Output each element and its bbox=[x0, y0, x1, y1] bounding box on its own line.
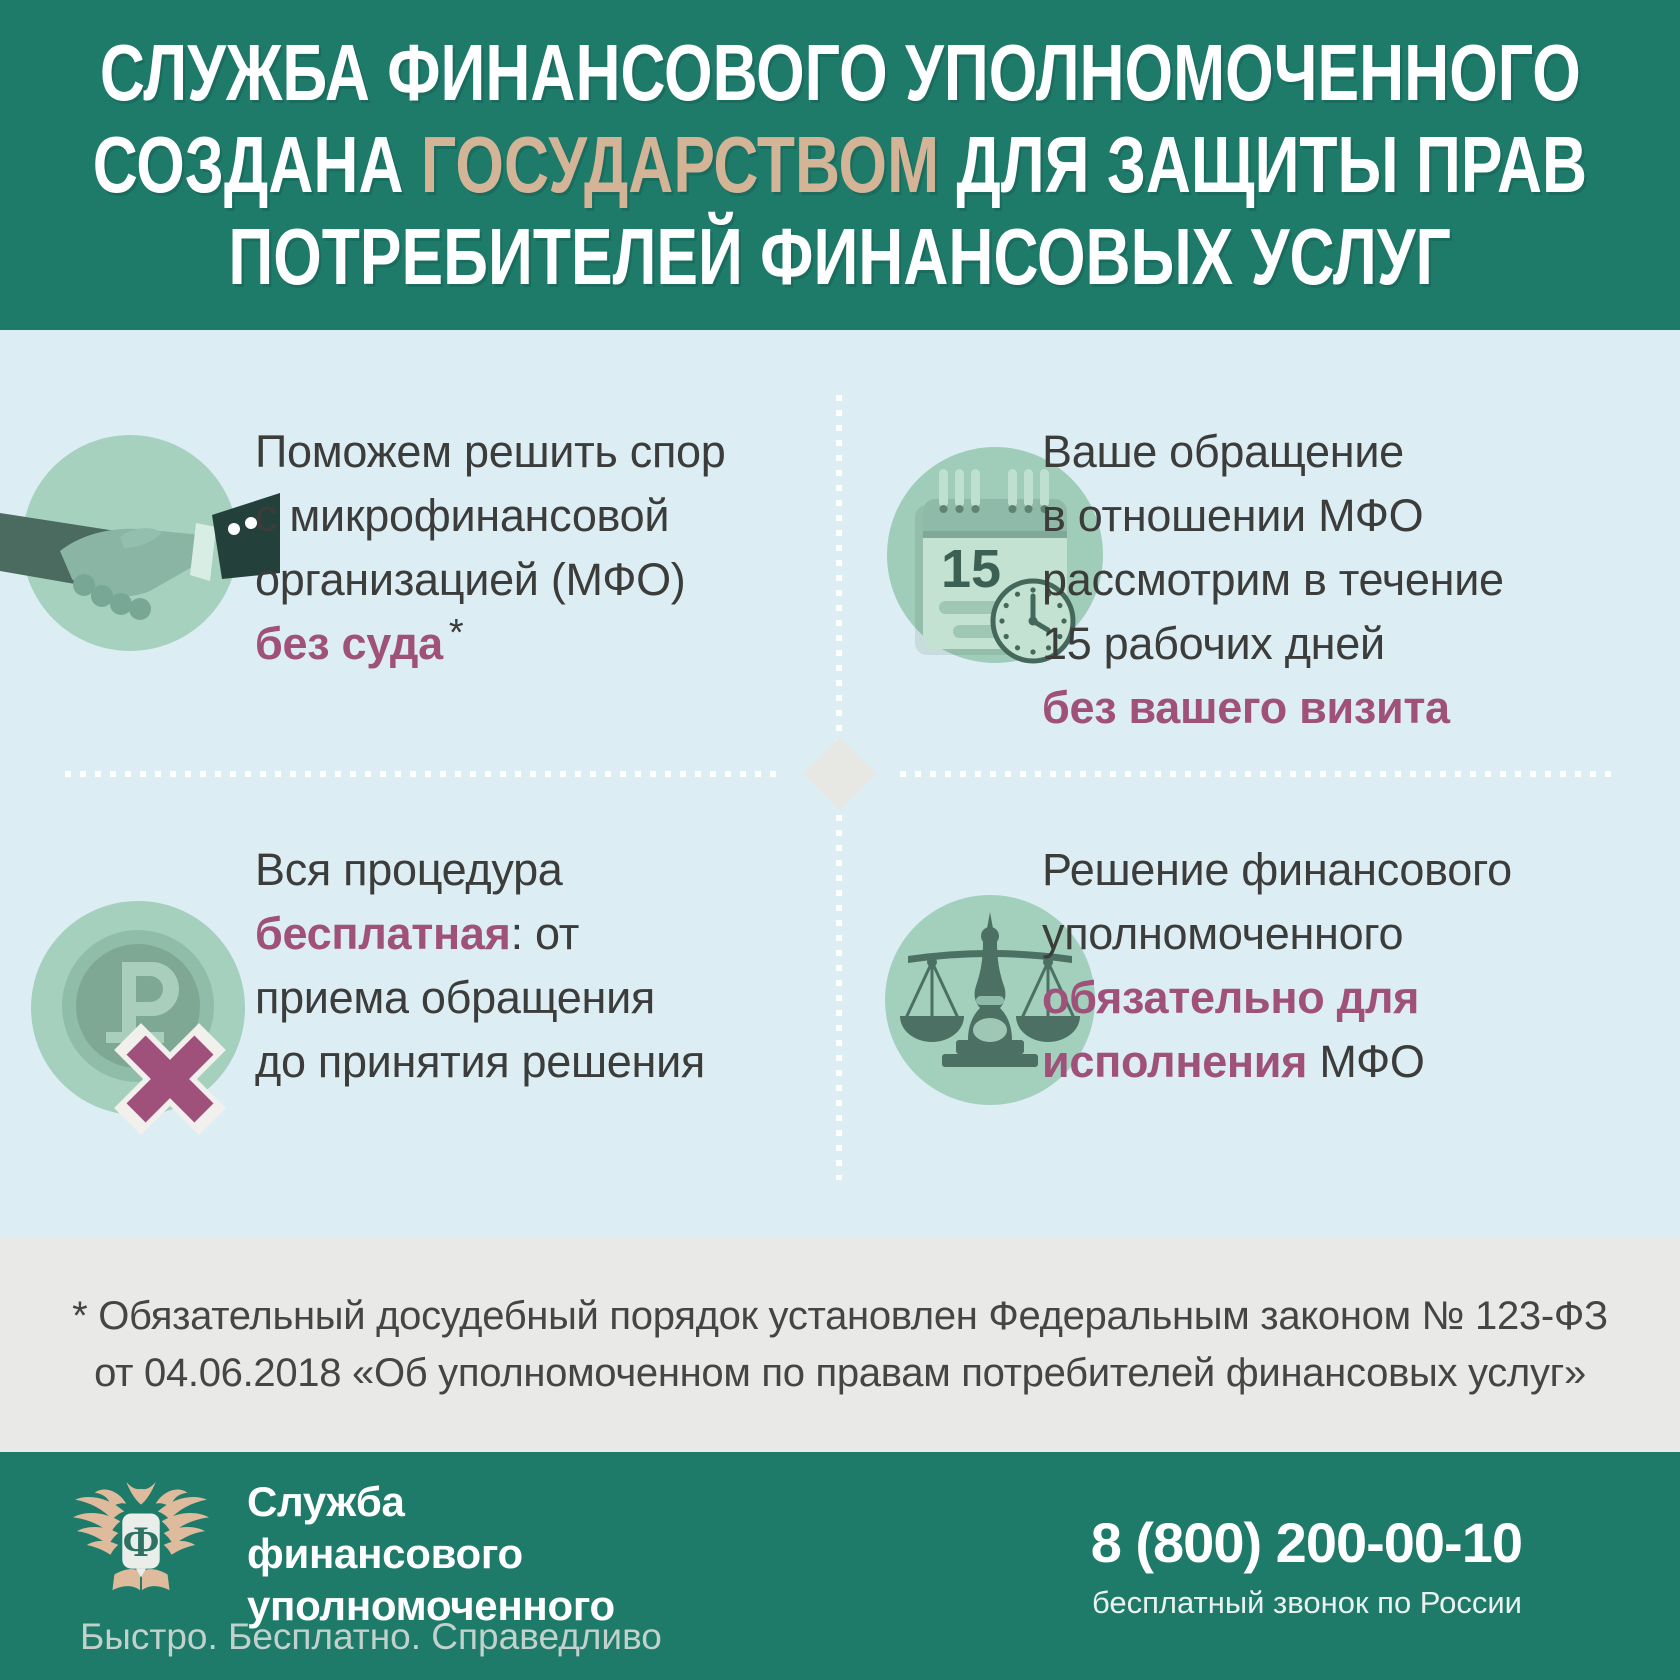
card-binding-line: уполномоченного bbox=[1042, 908, 1404, 959]
card-dispute-text bbox=[255, 420, 725, 679]
header-highlight-word: ГОСУДАРСТВОМ bbox=[420, 120, 940, 209]
card-dispute-accent-line: без суда * bbox=[255, 612, 464, 669]
logo-letter: Ф bbox=[122, 1517, 160, 1566]
handshake-icon bbox=[0, 431, 280, 661]
card-review-line: Ваше обращение bbox=[1042, 426, 1404, 477]
divider-horizontal-right bbox=[900, 771, 1615, 777]
card-review-line: 15 рабочих дней bbox=[1042, 618, 1385, 669]
card-review-line: рассмотрим в течение bbox=[1042, 554, 1504, 605]
contact-block bbox=[1091, 1510, 1522, 1621]
card-free-line: Вся процедура bbox=[255, 844, 563, 895]
card-free-accent-line: бесплатная: от bbox=[255, 908, 580, 959]
ruble-coin-icon bbox=[16, 886, 286, 1181]
footer-bar bbox=[0, 1452, 1680, 1680]
header-banner bbox=[0, 0, 1680, 330]
card-dispute-line: Поможем решить спор bbox=[255, 426, 726, 477]
org-tagline: Быстро. Бесплатно. Справедливо bbox=[80, 1616, 662, 1657]
footnote-asterisk: * bbox=[448, 612, 464, 654]
card-dispute-line: организацией (МФО) bbox=[255, 554, 686, 605]
footnote-line-1: * Обязательный досудебный порядок установлен Федеральным законом № 123-ФЗ bbox=[72, 1293, 1608, 1338]
card-review-text bbox=[1042, 420, 1504, 740]
ombudsman-eagle-logo bbox=[66, 1478, 216, 1606]
card-dispute-line: с микрофинансовой bbox=[255, 490, 670, 541]
card-free-line: приема обращения bbox=[255, 972, 655, 1023]
card-binding-text bbox=[1042, 838, 1512, 1094]
card-free-line: до принятия решения bbox=[255, 1036, 705, 1087]
calendar-day-number: 15 bbox=[940, 539, 1002, 599]
card-review-line: в отношении МФО bbox=[1042, 490, 1424, 541]
divider-horizontal-left bbox=[65, 771, 780, 777]
footnote-line-2: от 04.06.2018 «Об уполномоченном по правам потребителей финансовых услуг» bbox=[94, 1350, 1586, 1395]
header-line-2: СОЗДАНА ГОСУДАРСТВОМ ДЛЯ ЗАЩИТЫ ПРАВ bbox=[92, 120, 1588, 209]
legal-footnote bbox=[0, 1237, 1680, 1452]
org-name: Служба финансового уполномоченного bbox=[247, 1478, 615, 1629]
phone-note: бесплатный звонок по России bbox=[1091, 1585, 1522, 1620]
card-binding-accent-line: исполнения МФО bbox=[1042, 1036, 1425, 1087]
divider-center-diamond bbox=[803, 737, 877, 811]
card-review-accent-line: без вашего визита bbox=[1042, 682, 1450, 733]
phone-number: 8 (800) 200-00-10 bbox=[1090, 1511, 1522, 1574]
card-binding-accent-line: обязательно для bbox=[1042, 972, 1420, 1023]
content-area bbox=[0, 330, 1680, 1237]
header-line-1: СЛУЖБА ФИНАНСОВОГО УПОЛНОМОЧЕННОГО bbox=[99, 28, 1581, 117]
card-binding-line: Решение финансового bbox=[1042, 844, 1512, 895]
card-free-text bbox=[255, 838, 705, 1094]
header-line-3: ПОТРЕБИТЕЛЕЙ ФИНАНСОВЫХ УСЛУГ bbox=[228, 212, 1452, 301]
